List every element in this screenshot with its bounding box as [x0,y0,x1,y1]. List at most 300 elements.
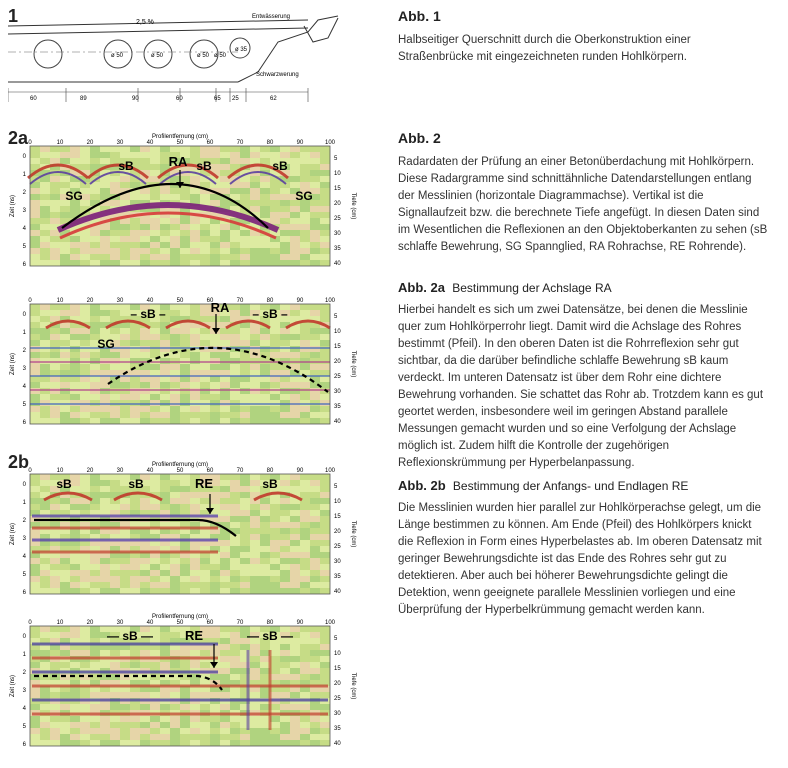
radargram-cell [230,412,240,418]
radargram-cell [310,632,320,638]
radargram-cell [80,248,90,254]
radargram-cell [150,194,160,200]
radargram-cell [220,474,230,480]
radargram-cell [150,564,160,570]
radargram-cell [260,510,270,516]
radargram-cell [80,570,90,576]
radargram-cell [90,418,100,424]
depth-tick-label: 5 [334,484,338,490]
radargram-cell [240,492,250,498]
radargram-cell [250,248,260,254]
radargram-cell [50,394,60,400]
radargram-cell [320,218,330,224]
radargram-cell [220,242,230,248]
caption-abb2a-heading [398,280,612,295]
radargram-cell [110,504,120,510]
radargram-cell [60,242,70,248]
radargram-cell [310,236,320,242]
radargram-cell [310,534,320,540]
radargram-cell [60,740,70,746]
radargram-cell [290,260,300,266]
radargram-cell [210,334,220,340]
radargram-cell [240,194,250,200]
radargram-cell [230,158,240,164]
radargram-cell [290,486,300,492]
radargram-cell [40,486,50,492]
radargram-cell [100,692,110,698]
radargram-cell [200,260,210,266]
radargram-cell [50,576,60,582]
radargram-cell [150,740,160,746]
radargram-cell [300,522,310,528]
x-tick-label: 20 [86,298,94,304]
radargram-cell [300,588,310,594]
radargram-cell [260,188,270,194]
radargram-cell [200,734,210,740]
radargram-cell [30,740,40,746]
radargram-cell [200,194,210,200]
radargram-cell [200,406,210,412]
radargram-cell [310,540,320,546]
radargram-cell [90,576,100,582]
depth-tick-label: 40 [334,589,341,595]
time-tick-label: 1 [22,500,26,506]
radargram-cell [230,734,240,740]
radargram-cell [130,704,140,710]
radargram-cell [160,412,170,418]
radargram-cell [300,510,310,516]
radargram-cell [300,182,310,188]
radargram-cell [180,382,190,388]
radargram-cell [260,734,270,740]
radargram-cell [240,644,250,650]
radargram-cell [60,498,70,504]
radargram-cell [170,564,180,570]
radargram-cell [150,662,160,668]
radargram-cell [300,176,310,182]
depth-tick-label: 25 [334,696,341,702]
radargram-cell [300,328,310,334]
radargram-cell [240,564,250,570]
radargram-cell [160,582,170,588]
radargram-cell [280,528,290,534]
radargram-cell [210,406,220,412]
radargram-cell [40,588,50,594]
radargram-cell [90,570,100,576]
radargram-cell [160,716,170,722]
radargram-cell [280,382,290,388]
time-tick-label: 2 [22,518,26,524]
radargram-cell [220,552,230,558]
radargram-cell [140,236,150,242]
radargram-cell [180,558,190,564]
radargram-cell [180,248,190,254]
radargram-cell [300,674,310,680]
radargram-cell [40,576,50,582]
radargram-cell [230,576,240,582]
radargram-cell [110,412,120,418]
radargram-cell [100,248,110,254]
radargram-cell [70,364,80,370]
radargram-cell [50,662,60,668]
depth-tick-label: 20 [334,681,341,687]
radargram-cell [30,194,40,200]
x-tick-label: 0 [28,468,32,474]
radargram-cell [250,644,260,650]
radargram-cell [140,194,150,200]
radargram-cell [210,418,220,424]
radargram-cell [190,740,200,746]
radargram-cell [270,552,280,558]
radargram-cell [240,576,250,582]
radargram-cell [310,740,320,746]
radargram-cell [180,486,190,492]
radargram-cell [50,570,60,576]
radargram-cell [120,570,130,576]
radargram-cell [240,534,250,540]
radargram-cell [220,510,230,516]
waterproofing-annotation: Schwarzwerung [256,72,299,78]
annotation-label: – sB – [130,307,166,321]
radargram-cell [230,504,240,510]
radargram-cell [150,236,160,242]
radargram-cell [240,740,250,746]
radargram-cell [140,650,150,656]
radargram-cell [290,570,300,576]
depth-tick-label: 35 [334,404,341,410]
radargram-cell [190,692,200,698]
radargram-cell [80,704,90,710]
annotation-label: — sB — [106,629,154,643]
radargram-cell [290,254,300,260]
radargram-cell [70,152,80,158]
radargram-cell [270,352,280,358]
radargram-cell [250,406,260,412]
radargram-cell [130,692,140,698]
radargram-cell [100,230,110,236]
radargram-cell [140,570,150,576]
radargram-cell [80,740,90,746]
x-tick-label: 20 [86,468,94,474]
radargram-cell [220,516,230,522]
radargram-cell [120,504,130,510]
radargram-cell [150,716,160,722]
radargram-cell [140,564,150,570]
radargram-cell [230,674,240,680]
radargram-cell [190,576,200,582]
radargram-cell [140,504,150,510]
radargram-cell [50,146,60,152]
radargram-cell [280,498,290,504]
radargram-cell [280,152,290,158]
radargram-cell [230,146,240,152]
depth-tick-label: 30 [334,389,341,395]
radargram-cell [300,570,310,576]
radargram-cell [220,692,230,698]
radargram-cell [290,394,300,400]
radargram-cell [240,540,250,546]
radargram-cell [220,146,230,152]
time-tick-label: 3 [22,366,26,372]
radargram-cell [70,576,80,582]
radargram-cell [130,740,140,746]
radargram-cell [160,632,170,638]
radargram-cell [270,242,280,248]
radargram-cell [190,224,200,230]
radargram-cell [240,394,250,400]
radargram-cell [80,230,90,236]
dimension-label: 65 [214,96,221,102]
radargram-cell [180,716,190,722]
caption-abb2b-heading [398,478,688,493]
radargram-cell [90,412,100,418]
radargram-cell [120,304,130,310]
radargram-cell [270,528,280,534]
radargram-cell [190,558,200,564]
radargram-cell [70,564,80,570]
radargram-cell [140,152,150,158]
radargram-cell [260,200,270,206]
radargram-cell [230,486,240,492]
radargram-cell [180,224,190,230]
radargram-cell [120,412,130,418]
radargram-cell [260,340,270,346]
radargram-cell [140,188,150,194]
radargram-cell [140,498,150,504]
radargram-cell [150,406,160,412]
axis-title-right: Tiefe (cm) [350,192,356,220]
radargram-cell [110,728,120,734]
x-tick-label: 10 [56,468,64,474]
radargram-cell [130,588,140,594]
x-tick-label: 70 [236,468,244,474]
radargram-cell [220,644,230,650]
radargram-cell [310,662,320,668]
radargram-cell [110,474,120,480]
radargram-cell [150,340,160,346]
radargram-cell [40,692,50,698]
radargram-cell [200,418,210,424]
drainage-annotation: Entwässerung [252,14,291,20]
radargram-cell [110,230,120,236]
radargram-cell [320,194,330,200]
radargram-cell [280,418,290,424]
radargram-cell [30,504,40,510]
radargram-cell [260,236,270,242]
radargram-cell [70,236,80,242]
radargram-cell [90,254,100,260]
radargram-cell [320,546,330,552]
radargram-cell [180,406,190,412]
radargram-cell [200,304,210,310]
radargram-cell [60,418,70,424]
radargram-cell [60,582,70,588]
radargram-cell [250,146,260,152]
radargram-cell [220,498,230,504]
radargram-cell [110,722,120,728]
radargram-cell [60,176,70,182]
dimension-label: 89 [80,96,87,102]
radargram-cell [170,236,180,242]
radargram-cell [30,248,40,254]
radargram-cell [300,668,310,674]
radargram-cell [70,692,80,698]
radargram-cell [70,740,80,746]
radargram-cell [300,152,310,158]
radargram-cell [260,248,270,254]
radargram-cell [300,722,310,728]
radargram-cell [290,236,300,242]
radargram-cell [120,498,130,504]
radargram-cell [150,188,160,194]
radargram-cell [150,334,160,340]
radargram-cell [160,328,170,334]
radargram-cell [290,152,300,158]
radargram-cell [150,722,160,728]
caption-abb2b-subtitle: Bestimmung der Anfangs- und Endlagen RE [452,479,689,493]
radargram-cell [60,304,70,310]
radargram-cell [100,650,110,656]
radargram-cell [40,728,50,734]
radargram-cell [50,364,60,370]
radargram-cell [90,564,100,570]
radargram-cell [310,588,320,594]
x-tick-label: 100 [324,620,336,626]
x-tick-label: 90 [296,298,304,304]
radargram-cell [310,304,320,310]
radargram-cell [210,692,220,698]
radargram-cell [310,734,320,740]
radargram-cell [240,546,250,552]
radargram-cell [310,176,320,182]
radargram-cell [300,474,310,480]
radargram-cell [210,236,220,242]
radargram-cell [210,382,220,388]
radargram-cell [140,662,150,668]
radargram-cell [190,394,200,400]
radargram-cell [300,352,310,358]
radargram-cell [220,382,230,388]
radargram-cell [280,516,290,522]
radargram-cell [300,644,310,650]
radargram-cell [320,570,330,576]
radargram-cell [130,418,140,424]
radargram-cell [320,248,330,254]
radargram-cell [320,474,330,480]
x-tick-label: 0 [28,298,32,304]
radargram-cell [280,328,290,334]
radargram-cell [240,406,250,412]
radargram-cell [130,230,140,236]
radargram-cell [320,632,330,638]
radargram-cell [270,206,280,212]
radargram-cell [220,546,230,552]
radargram-cell [170,662,180,668]
radargram-cell [190,588,200,594]
radargram-cell [70,248,80,254]
annotation-label: sB [128,477,144,491]
radargram-cell [130,394,140,400]
radargram-cell [40,412,50,418]
radargram-cell [220,158,230,164]
radargram-cell [260,516,270,522]
x-tick-label: 50 [176,140,184,146]
radargram-cell [150,224,160,230]
radargram-cell [320,486,330,492]
radargram-cell [310,546,320,552]
radargram-cell [80,164,90,170]
radargram-cell [300,340,310,346]
radargram-cell [60,716,70,722]
radargram-cell [310,364,320,370]
radargram-cell [30,188,40,194]
radargram-cell [200,254,210,260]
radargram-cell [170,418,180,424]
radargram-cell [140,412,150,418]
radargram-cell [120,734,130,740]
radargram-cell [250,692,260,698]
radargram-cell [70,328,80,334]
radargram-cell [140,224,150,230]
radargram-cell [30,474,40,480]
radargram-cell [70,146,80,152]
radargram-cell [260,588,270,594]
radargram-cell [170,626,180,632]
radargram-cell [320,650,330,656]
radargram-cell [100,662,110,668]
radargram-cell [110,704,120,710]
radargram-cell [140,242,150,248]
radargram-cell [30,558,40,564]
radargram-cell [190,260,200,266]
radargram-cell [100,310,110,316]
time-tick-label: 4 [22,226,26,232]
radargram-cell [50,218,60,224]
radargram-cell [30,734,40,740]
radargram-cell [50,158,60,164]
radargram-cell [240,582,250,588]
radargram-cell [150,412,160,418]
radargram-cell [30,152,40,158]
radargram-cell [320,492,330,498]
x-tick-label: 40 [146,298,154,304]
radargram-cell [250,540,260,546]
radargram-cell [60,570,70,576]
annotation-label: SG [295,189,313,203]
radargram-cell [320,304,330,310]
radargram-cell [110,176,120,182]
radargram-cell [200,582,210,588]
radargram-cell [190,236,200,242]
radargram-cell [180,740,190,746]
depth-tick-label: 20 [334,201,341,207]
radargram-cell [320,164,330,170]
radargram-cell [310,510,320,516]
radargram-cell [180,310,190,316]
radargram-cell [100,474,110,480]
radargram-cell [30,260,40,266]
radargram-cell [120,364,130,370]
radargram-cell [80,576,90,582]
radargram-cell [70,334,80,340]
radargram-cell [200,704,210,710]
radargram-cell [230,558,240,564]
radargram-cell [180,394,190,400]
radargram-cell [30,230,40,236]
radargram-cell [310,716,320,722]
caption-abb2a-label: Abb. 2a [398,280,445,295]
radargram-cell [310,248,320,254]
